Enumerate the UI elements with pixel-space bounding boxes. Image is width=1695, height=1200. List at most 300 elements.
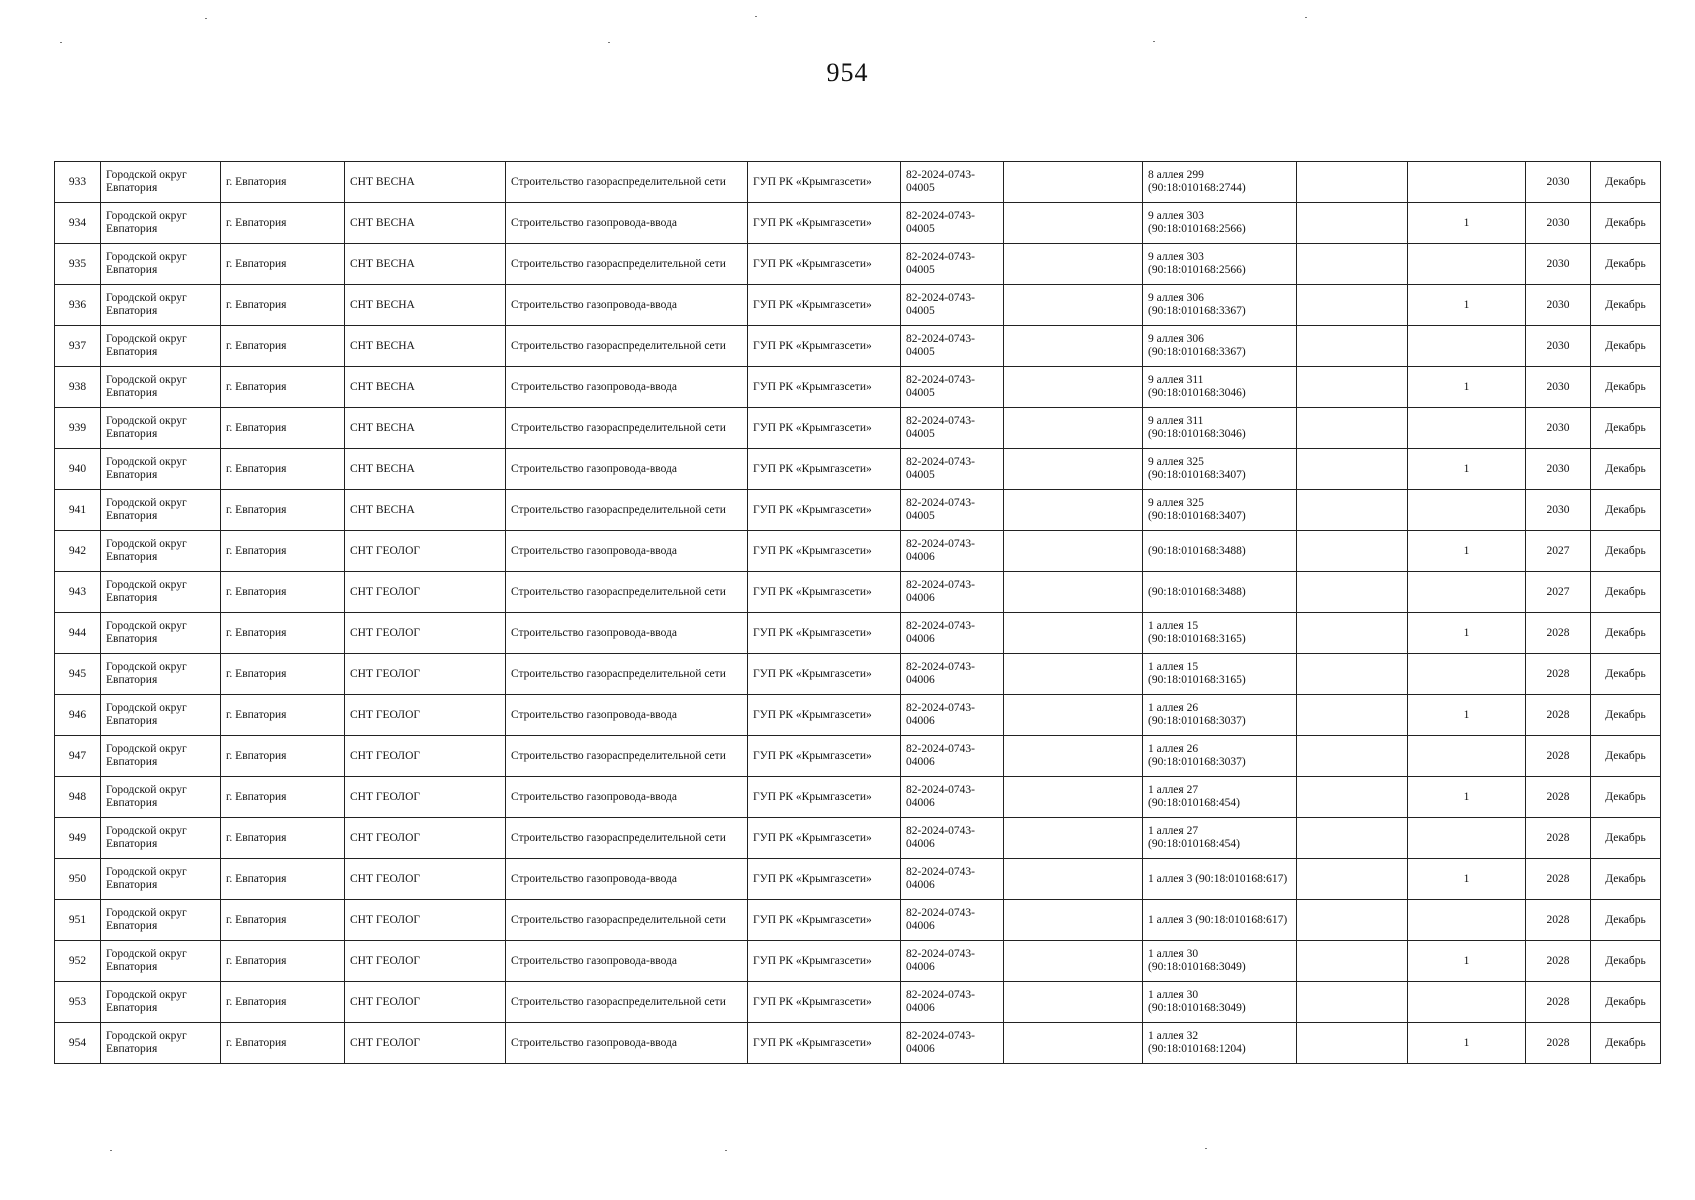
row-number-cell: 933 (55, 162, 101, 203)
program-code-cell: 82-2024-0743-04006 (901, 613, 1004, 654)
district-cell: Городской округ Евпатория (101, 203, 221, 244)
program-code-cell: 82-2024-0743-04005 (901, 203, 1004, 244)
table-row (55, 859, 1661, 900)
city-cell: г. Евпатория (221, 777, 345, 818)
month-cell: Декабрь (1591, 1023, 1661, 1064)
address-cell: 9 аллея 325 (90:18:010168:3407) (1143, 490, 1297, 531)
count-cell: 1 (1408, 285, 1526, 326)
operator-cell: ГУП РК «Крымгазсети» (748, 613, 901, 654)
address-cell: 1 аллея 15 (90:18:010168:3165) (1143, 613, 1297, 654)
program-code-cell: 82-2024-0743-04006 (901, 777, 1004, 818)
row-number-cell: 954 (55, 1023, 101, 1064)
scan-speck (725, 1150, 727, 1151)
scan-speck (1305, 17, 1307, 18)
address-cell: 1 аллея 3 (90:18:010168:617) (1143, 900, 1297, 941)
table-row (55, 203, 1661, 244)
partnership-cell: СНТ ВЕСНА (345, 162, 506, 203)
partnership-cell: СНТ ВЕСНА (345, 449, 506, 490)
work-type-cell: Строительство газораспределительной сети (506, 900, 748, 941)
count-cell (1408, 982, 1526, 1023)
scan-speck (608, 42, 610, 43)
year-cell: 2027 (1526, 531, 1591, 572)
address-cell: 9 аллея 306 (90:18:010168:3367) (1143, 326, 1297, 367)
address-cell: 1 аллея 30 (90:18:010168:3049) (1143, 982, 1297, 1023)
month-cell: Декабрь (1591, 982, 1661, 1023)
program-code-cell: 82-2024-0743-04006 (901, 982, 1004, 1023)
district-cell: Городской округ Евпатория (101, 162, 221, 203)
empty-cell (1297, 900, 1408, 941)
month-cell: Декабрь (1591, 490, 1661, 531)
address-cell: 9 аллея 311 (90:18:010168:3046) (1143, 408, 1297, 449)
program-code-cell: 82-2024-0743-04006 (901, 818, 1004, 859)
year-cell: 2030 (1526, 244, 1591, 285)
partnership-cell: СНТ ВЕСНА (345, 244, 506, 285)
year-cell: 2028 (1526, 1023, 1591, 1064)
partnership-cell: СНТ ГЕОЛОГ (345, 982, 506, 1023)
row-number-cell: 940 (55, 449, 101, 490)
row-number-cell: 945 (55, 654, 101, 695)
district-cell: Городской округ Евпатория (101, 572, 221, 613)
empty-cell (1297, 572, 1408, 613)
program-code-cell: 82-2024-0743-04005 (901, 490, 1004, 531)
address-cell: 1 аллея 32 (90:18:010168:1204) (1143, 1023, 1297, 1064)
row-number-cell: 935 (55, 244, 101, 285)
work-type-cell: Строительство газораспределительной сети (506, 818, 748, 859)
address-cell: 1 аллея 27 (90:18:010168:454) (1143, 777, 1297, 818)
program-code-cell: 82-2024-0743-04006 (901, 572, 1004, 613)
empty-cell (1297, 777, 1408, 818)
row-number-cell: 952 (55, 941, 101, 982)
district-cell: Городской округ Евпатория (101, 1023, 221, 1064)
city-cell: г. Евпатория (221, 285, 345, 326)
count-cell (1408, 572, 1526, 613)
address-cell: 1 аллея 27 (90:18:010168:454) (1143, 818, 1297, 859)
empty-cell (1004, 572, 1143, 613)
row-number-cell: 950 (55, 859, 101, 900)
row-number-cell: 949 (55, 818, 101, 859)
partnership-cell: СНТ ГЕОЛОГ (345, 695, 506, 736)
address-cell: (90:18:010168:3488) (1143, 572, 1297, 613)
district-cell: Городской округ Евпатория (101, 736, 221, 777)
program-code-cell: 82-2024-0743-04005 (901, 326, 1004, 367)
work-type-cell: Строительство газораспределительной сети (506, 244, 748, 285)
table-row (55, 449, 1661, 490)
table-row (55, 408, 1661, 449)
city-cell: г. Евпатория (221, 408, 345, 449)
month-cell: Декабрь (1591, 449, 1661, 490)
scan-speck (205, 18, 207, 19)
district-cell: Городской округ Евпатория (101, 900, 221, 941)
year-cell: 2030 (1526, 203, 1591, 244)
table-row (55, 777, 1661, 818)
year-cell: 2028 (1526, 777, 1591, 818)
work-type-cell: Строительство газопровода-ввода (506, 531, 748, 572)
empty-cell (1297, 982, 1408, 1023)
empty-cell (1297, 818, 1408, 859)
partnership-cell: СНТ ВЕСНА (345, 326, 506, 367)
empty-cell (1004, 777, 1143, 818)
work-type-cell: Строительство газораспределительной сети (506, 654, 748, 695)
district-cell: Городской округ Евпатория (101, 531, 221, 572)
row-number-cell: 944 (55, 613, 101, 654)
operator-cell: ГУП РК «Крымгазсети» (748, 695, 901, 736)
year-cell: 2028 (1526, 695, 1591, 736)
year-cell: 2028 (1526, 900, 1591, 941)
program-code-cell: 82-2024-0743-04006 (901, 695, 1004, 736)
scan-speck (110, 1150, 112, 1151)
empty-cell (1004, 367, 1143, 408)
district-cell: Городской округ Евпатория (101, 285, 221, 326)
month-cell: Декабрь (1591, 859, 1661, 900)
work-type-cell: Строительство газораспределительной сети (506, 982, 748, 1023)
empty-cell (1004, 982, 1143, 1023)
month-cell: Декабрь (1591, 285, 1661, 326)
operator-cell: ГУП РК «Крымгазсети» (748, 408, 901, 449)
table-body (55, 162, 1661, 1064)
empty-cell (1004, 162, 1143, 203)
row-number-cell: 941 (55, 490, 101, 531)
address-cell: 1 аллея 26 (90:18:010168:3037) (1143, 695, 1297, 736)
program-code-cell: 82-2024-0743-04006 (901, 736, 1004, 777)
row-number-cell: 934 (55, 203, 101, 244)
city-cell: г. Евпатория (221, 367, 345, 408)
month-cell: Декабрь (1591, 736, 1661, 777)
table-row (55, 654, 1661, 695)
partnership-cell: СНТ ГЕОЛОГ (345, 859, 506, 900)
empty-cell (1004, 1023, 1143, 1064)
table-row (55, 695, 1661, 736)
operator-cell: ГУП РК «Крымгазсети» (748, 982, 901, 1023)
table-row (55, 982, 1661, 1023)
work-type-cell: Строительство газораспределительной сети (506, 736, 748, 777)
row-number-cell: 943 (55, 572, 101, 613)
count-cell (1408, 736, 1526, 777)
operator-cell: ГУП РК «Крымгазсети» (748, 285, 901, 326)
address-cell: 8 аллея 299 (90:18:010168:2744) (1143, 162, 1297, 203)
district-cell: Городской округ Евпатория (101, 654, 221, 695)
operator-cell: ГУП РК «Крымгазсети» (748, 326, 901, 367)
district-cell: Городской округ Евпатория (101, 613, 221, 654)
empty-cell (1004, 285, 1143, 326)
empty-cell (1004, 449, 1143, 490)
operator-cell: ГУП РК «Крымгазсети» (748, 449, 901, 490)
city-cell: г. Евпатория (221, 736, 345, 777)
work-type-cell: Строительство газораспределительной сети (506, 408, 748, 449)
program-code-cell: 82-2024-0743-04005 (901, 244, 1004, 285)
operator-cell: ГУП РК «Крымгазсети» (748, 736, 901, 777)
operator-cell: ГУП РК «Крымгазсети» (748, 162, 901, 203)
district-cell: Городской округ Евпатория (101, 326, 221, 367)
city-cell: г. Евпатория (221, 572, 345, 613)
empty-cell (1004, 859, 1143, 900)
empty-cell (1297, 1023, 1408, 1064)
address-cell: 1 аллея 30 (90:18:010168:3049) (1143, 941, 1297, 982)
address-cell: (90:18:010168:3488) (1143, 531, 1297, 572)
year-cell: 2028 (1526, 859, 1591, 900)
empty-cell (1004, 408, 1143, 449)
empty-cell (1004, 900, 1143, 941)
work-type-cell: Строительство газопровода-ввода (506, 941, 748, 982)
table-row (55, 818, 1661, 859)
operator-cell: ГУП РК «Крымгазсети» (748, 818, 901, 859)
year-cell: 2028 (1526, 818, 1591, 859)
address-cell: 9 аллея 311 (90:18:010168:3046) (1143, 367, 1297, 408)
city-cell: г. Евпатория (221, 203, 345, 244)
count-cell: 1 (1408, 449, 1526, 490)
program-code-cell: 82-2024-0743-04006 (901, 1023, 1004, 1064)
empty-cell (1297, 449, 1408, 490)
month-cell: Декабрь (1591, 777, 1661, 818)
city-cell: г. Евпатория (221, 654, 345, 695)
partnership-cell: СНТ ВЕСНА (345, 490, 506, 531)
count-cell: 1 (1408, 777, 1526, 818)
city-cell: г. Евпатория (221, 859, 345, 900)
partnership-cell: СНТ ГЕОЛОГ (345, 736, 506, 777)
year-cell: 2030 (1526, 490, 1591, 531)
partnership-cell: СНТ ГЕОЛОГ (345, 818, 506, 859)
program-code-cell: 82-2024-0743-04006 (901, 941, 1004, 982)
partnership-cell: СНТ ГЕОЛОГ (345, 531, 506, 572)
gasification-register-table (54, 161, 1661, 1064)
operator-cell: ГУП РК «Крымгазсети» (748, 900, 901, 941)
partnership-cell: СНТ ГЕОЛОГ (345, 1023, 506, 1064)
month-cell: Декабрь (1591, 162, 1661, 203)
year-cell: 2030 (1526, 326, 1591, 367)
scan-speck (755, 16, 757, 17)
work-type-cell: Строительство газопровода-ввода (506, 203, 748, 244)
row-number-cell: 938 (55, 367, 101, 408)
district-cell: Городской округ Евпатория (101, 777, 221, 818)
row-number-cell: 951 (55, 900, 101, 941)
empty-cell (1004, 203, 1143, 244)
work-type-cell: Строительство газопровода-ввода (506, 695, 748, 736)
month-cell: Декабрь (1591, 654, 1661, 695)
scan-speck (1205, 1148, 1207, 1149)
district-cell: Городской округ Евпатория (101, 244, 221, 285)
operator-cell: ГУП РК «Крымгазсети» (748, 777, 901, 818)
count-cell (1408, 900, 1526, 941)
table-row (55, 162, 1661, 203)
year-cell: 2028 (1526, 613, 1591, 654)
row-number-cell: 948 (55, 777, 101, 818)
month-cell: Декабрь (1591, 572, 1661, 613)
empty-cell (1297, 941, 1408, 982)
district-cell: Городской округ Евпатория (101, 859, 221, 900)
district-cell: Городской округ Евпатория (101, 408, 221, 449)
row-number-cell: 953 (55, 982, 101, 1023)
partnership-cell: СНТ ВЕСНА (345, 408, 506, 449)
year-cell: 2030 (1526, 367, 1591, 408)
work-type-cell: Строительство газораспределительной сети (506, 162, 748, 203)
operator-cell: ГУП РК «Крымгазсети» (748, 531, 901, 572)
district-cell: Городской округ Евпатория (101, 941, 221, 982)
month-cell: Декабрь (1591, 818, 1661, 859)
work-type-cell: Строительство газопровода-ввода (506, 367, 748, 408)
empty-cell (1297, 408, 1408, 449)
month-cell: Декабрь (1591, 326, 1661, 367)
address-cell: 9 аллея 306 (90:18:010168:3367) (1143, 285, 1297, 326)
address-cell: 9 аллея 303 (90:18:010168:2566) (1143, 244, 1297, 285)
district-cell: Городской округ Евпатория (101, 490, 221, 531)
address-cell: 1 аллея 3 (90:18:010168:617) (1143, 859, 1297, 900)
city-cell: г. Евпатория (221, 982, 345, 1023)
table-row (55, 490, 1661, 531)
partnership-cell: СНТ ВЕСНА (345, 367, 506, 408)
district-cell: Городской округ Евпатория (101, 695, 221, 736)
work-type-cell: Строительство газораспределительной сети (506, 572, 748, 613)
count-cell (1408, 654, 1526, 695)
empty-cell (1004, 818, 1143, 859)
empty-cell (1004, 695, 1143, 736)
program-code-cell: 82-2024-0743-04006 (901, 900, 1004, 941)
city-cell: г. Евпатория (221, 531, 345, 572)
page-number: 954 (826, 58, 869, 87)
operator-cell: ГУП РК «Крымгазсети» (748, 572, 901, 613)
partnership-cell: СНТ ГЕОЛОГ (345, 654, 506, 695)
table-row (55, 285, 1661, 326)
count-cell: 1 (1408, 531, 1526, 572)
empty-cell (1004, 531, 1143, 572)
city-cell: г. Евпатория (221, 695, 345, 736)
year-cell: 2030 (1526, 449, 1591, 490)
scan-speck (1153, 41, 1155, 42)
empty-cell (1004, 326, 1143, 367)
empty-cell (1004, 244, 1143, 285)
month-cell: Декабрь (1591, 613, 1661, 654)
district-cell: Городской округ Евпатория (101, 449, 221, 490)
count-cell: 1 (1408, 941, 1526, 982)
count-cell: 1 (1408, 695, 1526, 736)
month-cell: Декабрь (1591, 408, 1661, 449)
count-cell (1408, 162, 1526, 203)
table-row (55, 736, 1661, 777)
row-number-cell: 939 (55, 408, 101, 449)
program-code-cell: 82-2024-0743-04005 (901, 449, 1004, 490)
empty-cell (1297, 490, 1408, 531)
partnership-cell: СНТ ВЕСНА (345, 285, 506, 326)
partnership-cell: СНТ ГЕОЛОГ (345, 613, 506, 654)
year-cell: 2027 (1526, 572, 1591, 613)
address-cell: 9 аллея 303 (90:18:010168:2566) (1143, 203, 1297, 244)
table-row (55, 900, 1661, 941)
row-number-cell: 947 (55, 736, 101, 777)
table-row (55, 1023, 1661, 1064)
empty-cell (1297, 162, 1408, 203)
work-type-cell: Строительство газопровода-ввода (506, 449, 748, 490)
city-cell: г. Евпатория (221, 162, 345, 203)
district-cell: Городской округ Евпатория (101, 982, 221, 1023)
city-cell: г. Евпатория (221, 613, 345, 654)
row-number-cell: 937 (55, 326, 101, 367)
year-cell: 2028 (1526, 941, 1591, 982)
operator-cell: ГУП РК «Крымгазсети» (748, 654, 901, 695)
city-cell: г. Евпатория (221, 326, 345, 367)
table-row (55, 244, 1661, 285)
month-cell: Декабрь (1591, 203, 1661, 244)
partnership-cell: СНТ ГЕОЛОГ (345, 777, 506, 818)
year-cell: 2030 (1526, 408, 1591, 449)
table-row (55, 531, 1661, 572)
count-cell: 1 (1408, 367, 1526, 408)
operator-cell: ГУП РК «Крымгазсети» (748, 244, 901, 285)
program-code-cell: 82-2024-0743-04006 (901, 859, 1004, 900)
work-type-cell: Строительство газопровода-ввода (506, 1023, 748, 1064)
city-cell: г. Евпатория (221, 449, 345, 490)
work-type-cell: Строительство газопровода-ввода (506, 777, 748, 818)
empty-cell (1297, 326, 1408, 367)
count-cell: 1 (1408, 613, 1526, 654)
scan-speck (60, 42, 62, 43)
address-cell: 9 аллея 325 (90:18:010168:3407) (1143, 449, 1297, 490)
empty-cell (1004, 736, 1143, 777)
table-row (55, 572, 1661, 613)
year-cell: 2030 (1526, 285, 1591, 326)
empty-cell (1297, 654, 1408, 695)
empty-cell (1297, 531, 1408, 572)
month-cell: Декабрь (1591, 695, 1661, 736)
work-type-cell: Строительство газопровода-ввода (506, 859, 748, 900)
table-row (55, 941, 1661, 982)
empty-cell (1297, 285, 1408, 326)
count-cell: 1 (1408, 1023, 1526, 1064)
table-row (55, 367, 1661, 408)
partnership-cell: СНТ ГЕОЛОГ (345, 572, 506, 613)
partnership-cell: СНТ ГЕОЛОГ (345, 941, 506, 982)
empty-cell (1297, 859, 1408, 900)
month-cell: Декабрь (1591, 941, 1661, 982)
empty-cell (1297, 367, 1408, 408)
city-cell: г. Евпатория (221, 900, 345, 941)
month-cell: Декабрь (1591, 531, 1661, 572)
address-cell: 1 аллея 15 (90:18:010168:3165) (1143, 654, 1297, 695)
program-code-cell: 82-2024-0743-04005 (901, 367, 1004, 408)
count-cell (1408, 326, 1526, 367)
empty-cell (1297, 203, 1408, 244)
operator-cell: ГУП РК «Крымгазсети» (748, 941, 901, 982)
empty-cell (1004, 613, 1143, 654)
count-cell (1408, 244, 1526, 285)
empty-cell (1004, 490, 1143, 531)
empty-cell (1297, 695, 1408, 736)
year-cell: 2028 (1526, 982, 1591, 1023)
table-row (55, 613, 1661, 654)
city-cell: г. Евпатория (221, 1023, 345, 1064)
empty-cell (1297, 613, 1408, 654)
work-type-cell: Строительство газопровода-ввода (506, 613, 748, 654)
count-cell: 1 (1408, 203, 1526, 244)
count-cell (1408, 818, 1526, 859)
table-row (55, 326, 1661, 367)
operator-cell: ГУП РК «Крымгазсети» (748, 490, 901, 531)
program-code-cell: 82-2024-0743-04006 (901, 654, 1004, 695)
operator-cell: ГУП РК «Крымгазсети» (748, 203, 901, 244)
program-code-cell: 82-2024-0743-04005 (901, 285, 1004, 326)
work-type-cell: Строительство газопровода-ввода (506, 285, 748, 326)
empty-cell (1297, 244, 1408, 285)
month-cell: Декабрь (1591, 244, 1661, 285)
program-code-cell: 82-2024-0743-04005 (901, 408, 1004, 449)
count-cell (1408, 408, 1526, 449)
year-cell: 2028 (1526, 654, 1591, 695)
city-cell: г. Евпатория (221, 941, 345, 982)
program-code-cell: 82-2024-0743-04006 (901, 531, 1004, 572)
empty-cell (1297, 736, 1408, 777)
program-code-cell: 82-2024-0743-04005 (901, 162, 1004, 203)
row-number-cell: 936 (55, 285, 101, 326)
month-cell: Декабрь (1591, 900, 1661, 941)
month-cell: Декабрь (1591, 367, 1661, 408)
empty-cell (1004, 941, 1143, 982)
